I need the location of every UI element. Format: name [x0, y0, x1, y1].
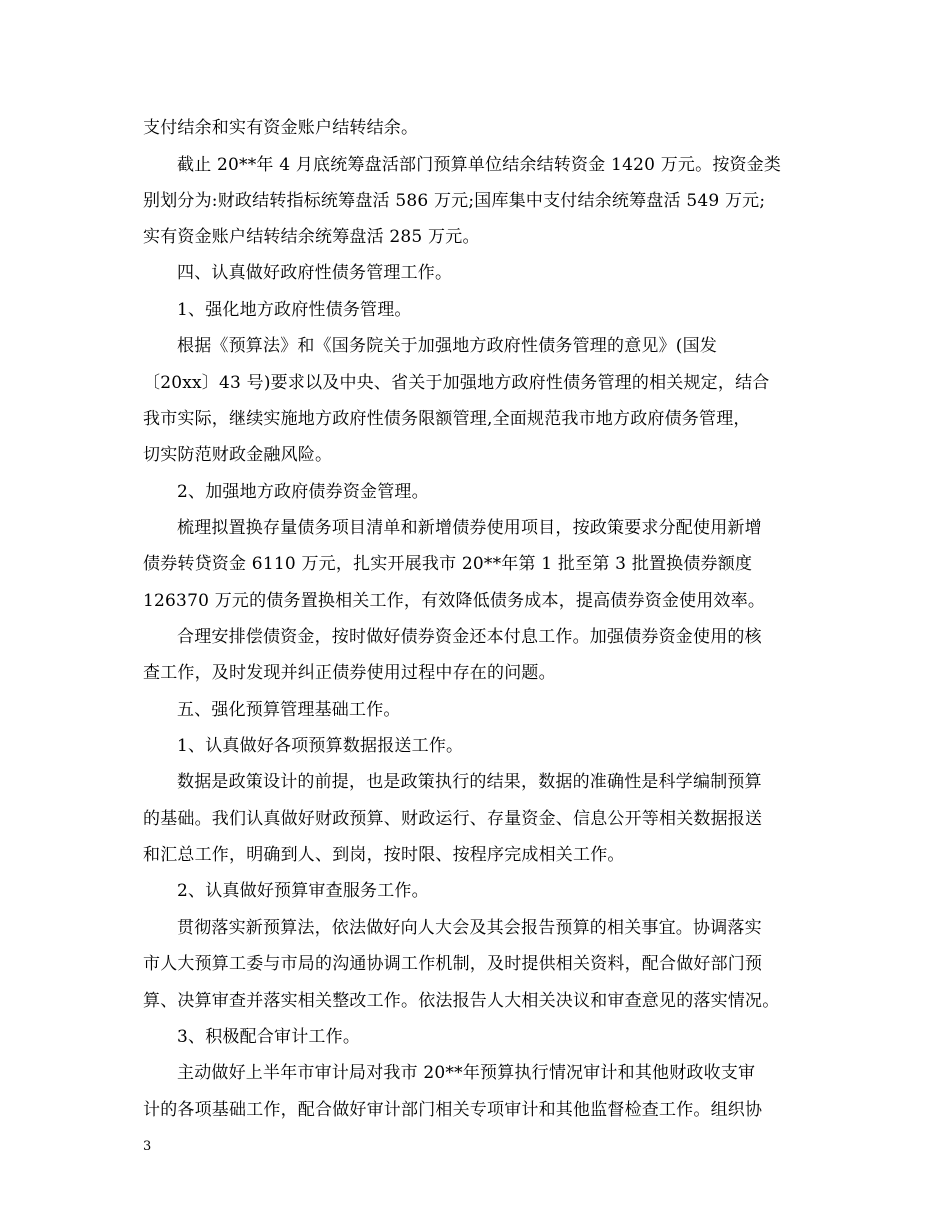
subsection-heading: 3、积极配合审计工作。 — [177, 1027, 361, 1047]
text-line: 我市实际，继续实施地方政府性债务限额管理,全面规范我市地方政府债务管理， — [143, 409, 751, 429]
text-line: 截止 20**年 4 月底统筹盘活部门预算单位结余结转资金 1420 万元。按资金类 — [177, 155, 782, 175]
text-line: 梳理拟置换存量债务项目清单和新增债券使用项目，按政策要求分配使用新增 — [177, 518, 762, 538]
page-number: 3 — [143, 1139, 152, 1154]
text-line: 和汇总工作，明确到人、到岗，按时限、按程序完成相关工作。 — [143, 845, 625, 865]
text-line: 支付结余和实有资金账户结转结余。 — [143, 118, 419, 138]
section-heading: 五、强化预算管理基础工作。 — [177, 700, 401, 720]
text-line: 贯彻落实新预算法，依法做好向人大会及其会报告预算的相关事宜。协调落实 — [177, 918, 762, 938]
text-line: 126370 万元的债务置换相关工作，有效降低债务成本，提高债券资金使用效率。 — [143, 591, 766, 611]
text-line: 根据《预算法》和《国务院关于加强地方政府性债务管理的意见》(国发 — [177, 336, 718, 356]
text-line: 算、决算审查并落实相关整改工作。依法报告人大相关决议和审查意见的落实情况。 — [143, 991, 780, 1011]
text-line: 的基础。我们认真做好财政预算、财政运行、存量资金、信息公开等相关数据报送 — [143, 809, 763, 829]
text-line: 合理安排偿债资金，按时做好债券资金还本付息工作。加强债券资金使用的核 — [177, 627, 762, 647]
text-line: 市人大预算工委与市局的沟通协调工作机制，及时提供相关资料，配合做好部门预 — [143, 954, 763, 974]
text-line: 主动做好上半年市审计局对我市 20**年预算执行情况审计和其他财政收支审 — [177, 1063, 756, 1083]
text-line: 切实防范财政金融风险。 — [143, 445, 333, 465]
text-line: 实有资金账户结转结余统筹盘活 285 万元。 — [143, 227, 480, 247]
text-line: 数据是政策设计的前提，也是政策执行的结果，数据的准确性是科学编制预算 — [177, 772, 762, 792]
text-line: 〔20xx〕43 号)要求以及中央、省关于加强地方政府性债务管理的相关规定，结合 — [143, 373, 770, 393]
text-line: 债券转贷资金 6110 万元，扎实开展我市 20**年第 1 批至第 3 批置换债券额度 — [143, 554, 753, 574]
subsection-heading: 1、强化地方政府性债务管理。 — [177, 300, 412, 320]
subsection-heading: 2、认真做好预算审查服务工作。 — [177, 881, 429, 901]
section-heading: 四、认真做好政府性债务管理工作。 — [177, 263, 453, 283]
text-line: 查工作，及时发现并纠正债券使用过程中存在的问题。 — [143, 663, 556, 683]
text-line: 别划分为:财政结转指标统筹盘活 586 万元;国库集中支付结余统筹盘活 549 万元; — [143, 191, 766, 211]
subsection-heading: 2、加强地方政府债券资金管理。 — [177, 482, 429, 502]
text-line: 计的各项基础工作，配合做好审计部门相关专项审计和其他监督检查工作。组织协 — [143, 1100, 763, 1120]
subsection-heading: 1、认真做好各项预算数据报送工作。 — [177, 736, 464, 756]
